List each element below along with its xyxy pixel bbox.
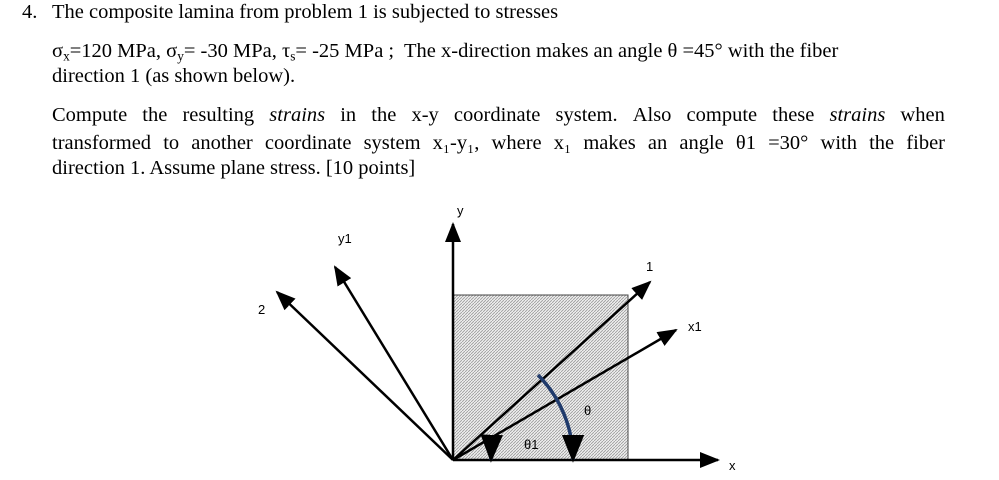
- x-axis-label: x: [729, 458, 736, 473]
- fiber-2-label: 2: [258, 302, 266, 317]
- task-line-3: direction 1. Assume plane stress. [10 points]: [52, 157, 416, 179]
- sigma-y-symbol: σ: [166, 40, 178, 62]
- task-word: x-y: [411, 104, 439, 126]
- task-word: x₁: [553, 132, 572, 154]
- task-word: another: [191, 132, 253, 154]
- task-word: in: [340, 104, 357, 126]
- task-word: strains: [269, 104, 326, 126]
- tau-s-symbol: τ: [281, 40, 291, 62]
- task-word: fiber: [906, 132, 945, 154]
- task-word: Also: [632, 104, 672, 126]
- task-word: strains: [829, 104, 886, 126]
- task-word: with: [820, 132, 857, 154]
- task-word: =30°: [768, 132, 809, 154]
- task-word: where: [491, 132, 542, 154]
- problem-heading: The composite lamina from problem 1 is subjected to stresses: [52, 1, 559, 23]
- angle-statement: The x-direction makes an angle θ =45° with the fiber: [404, 40, 839, 62]
- task-word: resulting: [182, 104, 255, 126]
- task-word: the: [371, 104, 397, 126]
- task-word: the: [869, 132, 895, 154]
- sigma-y-value: = -30 MPa,: [183, 40, 277, 62]
- task-word: when: [900, 104, 945, 126]
- task-word: these: [772, 104, 815, 126]
- sigma-x-symbol: σ: [52, 40, 64, 62]
- task-word: transformed: [52, 132, 152, 154]
- y1-axis-label: y1: [338, 231, 352, 246]
- task-word: coordinate: [453, 104, 541, 126]
- stress-line-2: direction 1 (as shown below).: [52, 65, 296, 87]
- task-word: system.: [555, 104, 618, 126]
- problem-number: 4.: [22, 1, 38, 23]
- task-word: the: [142, 104, 168, 126]
- tau-s-value: = -25 MPa ;: [295, 40, 395, 62]
- task-word: Compute: [52, 104, 128, 126]
- task-word: θ1: [735, 132, 756, 154]
- task-word: to: [163, 132, 180, 154]
- task-word: coordinate: [264, 132, 352, 154]
- y-axis-label: y: [457, 203, 464, 218]
- fiber-1-label: 1: [646, 259, 654, 274]
- x1-axis-label: x1: [688, 319, 702, 334]
- tau-s-subscript: s: [290, 48, 296, 64]
- sigma-y-subscript: y: [177, 48, 184, 64]
- task-word: x₁-y₁,: [432, 132, 480, 154]
- sigma-x-subscript: x: [63, 48, 70, 64]
- task-word: angle: [679, 132, 724, 154]
- task-word: system: [363, 132, 421, 154]
- theta-label: θ: [584, 403, 592, 418]
- theta1-label: θ1: [524, 437, 539, 452]
- task-word: an: [647, 132, 668, 154]
- sigma-x-value: =120 MPa,: [69, 40, 162, 62]
- task-word: makes: [583, 132, 636, 154]
- task-word: compute: [686, 104, 758, 126]
